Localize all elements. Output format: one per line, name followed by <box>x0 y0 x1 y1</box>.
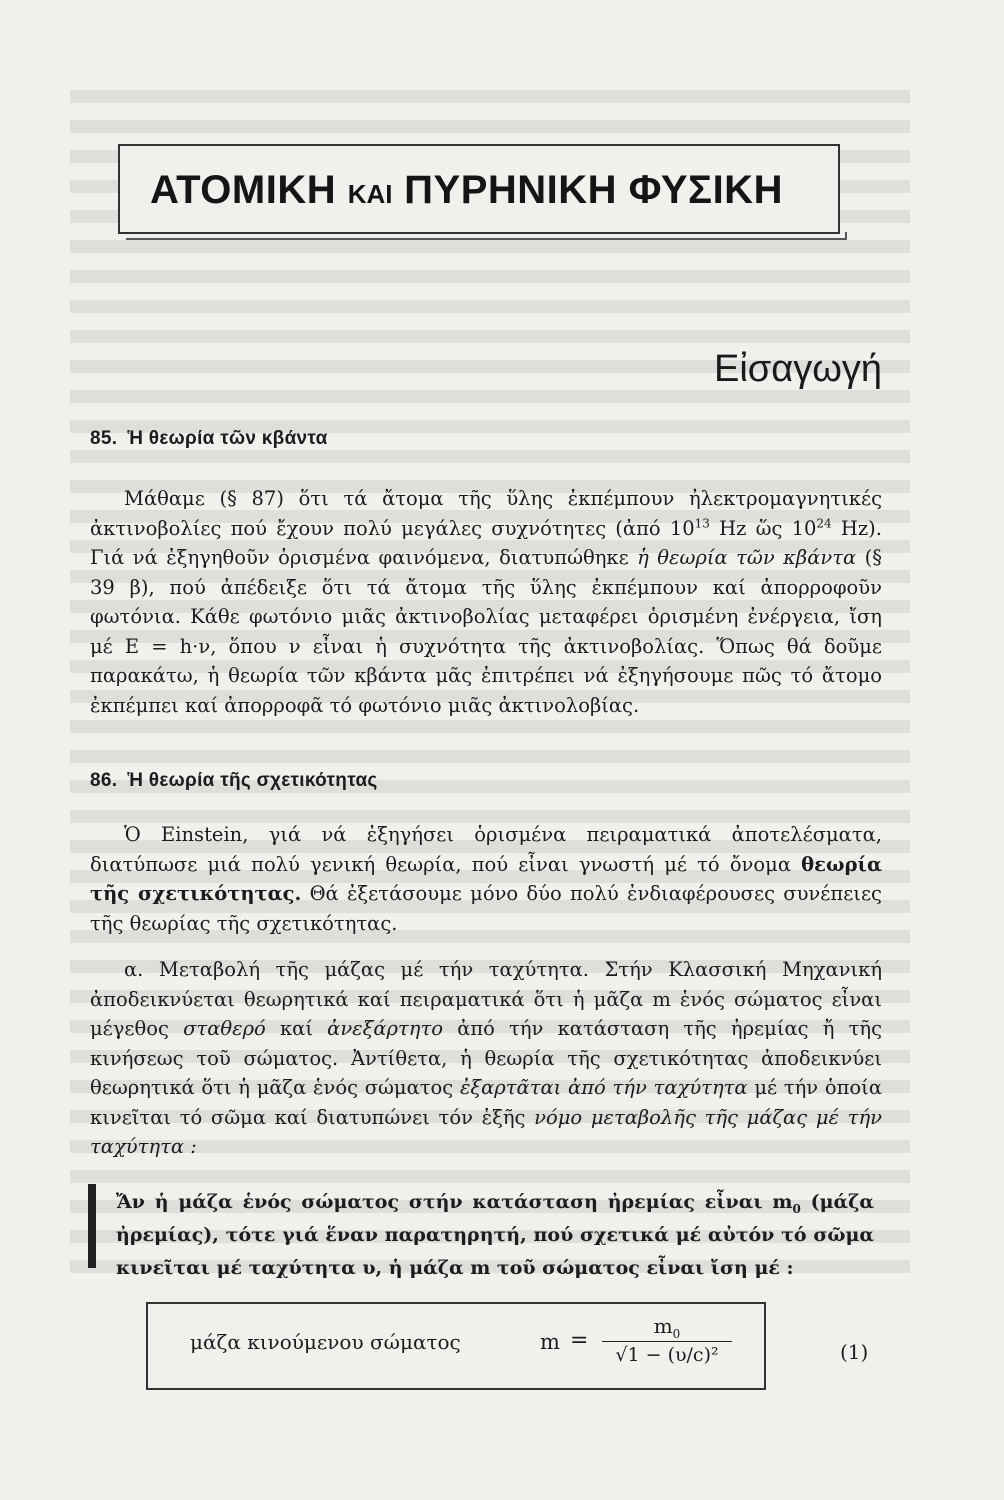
section-86-heading <box>90 770 378 792</box>
section-86-paragraph-2: α. Μεταβολή τῆς μάζας μέ τήν ταχύτητα. Στήν Κλασσική Μηχανική ἀποδεικνύεται θεωρητικά καί πειραματικά ὅτι ἡ μᾶζα m ἑνός σώματος εἶναι μέγεθος σταθερό καί ἀνεξάρτητο ἀπό τήν κατάσταση τῆς ἠρεμίας ἤ τῆς κινήσεως τοῦ σώματος. Ἀντίθετα, ἡ θεωρία τῆς σχετικότητας ἀποδεικνύει θεωρητικά ὅτι ἡ μᾶζα ἑνός σώματος ἐξαρτᾶται ἀπό τήν ταχύτητα μέ τήν ὁποία κινεῖται τό σῶμα καί διατυπώνει τόν ἑξῆς νόμο μεταβολῆς τῆς μάζας μέ τήν ταχύτητα : <box>90 958 882 1158</box>
section-number: 85. <box>90 428 118 449</box>
subsection-lead: α. Μεταβολή τῆς μάζας μέ τήν ταχύτητα. <box>124 958 589 981</box>
formula-fraction <box>602 1314 732 1366</box>
fraction-bar <box>602 1341 732 1342</box>
section-number: 86. <box>90 770 118 791</box>
formula-equals: = <box>570 1328 589 1353</box>
title-part1: ΑΤΟΜΙΚΗ <box>150 168 337 212</box>
formula-lhs: m <box>540 1330 560 1354</box>
formula-label: μάζα κινούμενου σώματος <box>190 1330 461 1354</box>
law-marker-bar <box>88 1184 96 1268</box>
section-title: Ἡ θεωρία τῆς σχετικότητας <box>127 770 378 791</box>
chapter-title-box <box>118 144 840 234</box>
section-85-heading <box>90 428 328 450</box>
title-connector: ΚΑΙ <box>347 179 393 209</box>
formula-denominator: √1 − (υ/c)² <box>615 1344 719 1366</box>
title-part2: ΠΥΡΗΝΙΚΗ ΦΥΣΙΚΗ <box>404 168 783 212</box>
section-86-paragraph-1: Ὁ Einstein, γιά νά ἐξηγήσει ὁρισμένα πειραματικά ἀποτελέσματα, διατύπωσε μιά πολύ γενική θεωρία, πού εἶναι γνωστή μέ τό ὄνομα θεωρία τῆς σχετικότητας. Θά ἐξετάσουμε μόνο δύο πολύ ἐνδιαφέρουσες συνέπειες τῆς θεωρίας τῆς σχετικότητας. <box>90 823 882 935</box>
formula-box <box>146 1302 766 1390</box>
law-statement: Ἄν ἡ μάζα ἑνός σώματος στήν κατάσταση ἠρεμίας εἶναι $m_0$ (μάζα ἠρεμίας), τότε γιά ἕναν παρατηρητή, πού σχετικά μέ αὐτόν τό σῶμα κινεῖται μέ ταχύτητα υ, ἡ μάζα m τοῦ σώματος εἶναι ἴση μέ : <box>116 1191 874 1279</box>
chapter-title <box>150 168 783 213</box>
formula-numerator: $m_0$ <box>653 1314 681 1341</box>
section-85-paragraph: Μάθαμε (§ 87) ὅτι τά ἄτομα τῆς ὕλης ἐκπέμπουν ἠλεκτρομαγνητικές ἀκτινοβολίες πού ἔχουν πολύ μεγάλες συχνότητες (ἀπό $10^{13}$ Hz ὥς $10^{24}$ Hz). Γιά νά ἐξηγηθοῦν ὁρισμένα φαινόμενα, διατυπώθηκε ἡ θεωρία τῶν κβάντα (§ 39 β), πού ἀπέδειξε ὅτι τά ἄτομα τῆς ὕλης ἐκπέμπουν καί ἀπορροφοῦν φωτόνια. Κάθε φωτόνιο μιᾶς ἀκτινοβολίας μεταφέρει ὁρισμένη ἐνέργεια, ἴση μέ E = h·ν, ὅπου ν εἶναι ἡ συχνότητα τῆς ἀκτινοβολίας. Ὅπως θά δοῦμε παρακάτω, ἡ θεωρία τῶν κβάντα μᾶς ἐπιτρέπει νά ἐξηγήσουμε πῶς τό ἄτομο ἐκπέμπει καί ἀπορροφᾶ τό φωτόνιο μιᾶς ἀκτινολοβίας. <box>90 487 882 717</box>
equation-number: (1) <box>840 1340 869 1364</box>
section-title: Ἡ θεωρία τῶν κβάντα <box>127 428 328 449</box>
section-heading: Εἰσαγωγή <box>713 348 882 390</box>
